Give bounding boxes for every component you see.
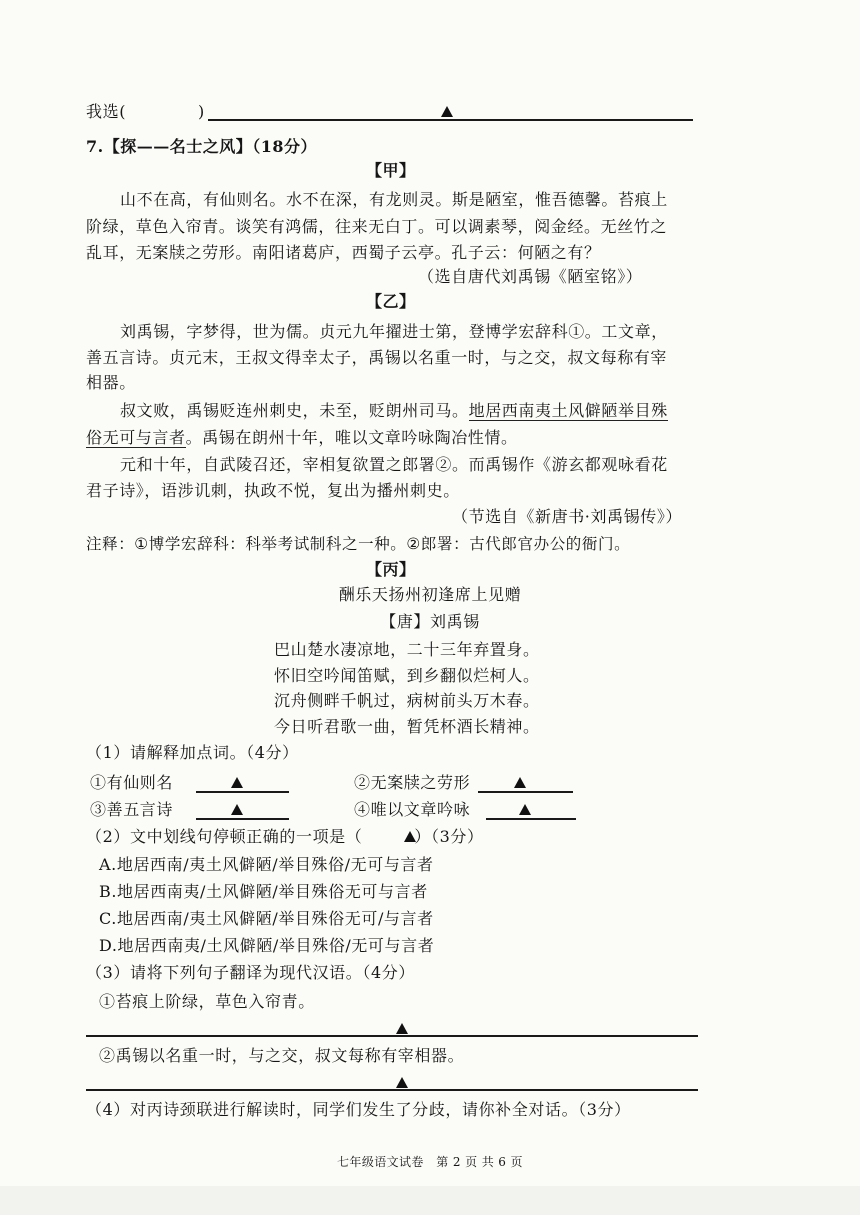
jia-line-2: 阶绿，草色入帘青。谈笑有鸿儒，往来无白丁。可以调素琴，阅金经。无丝竹之 <box>86 217 668 236</box>
answer-triangle-icon <box>231 777 243 788</box>
sub2-option-a[interactable]: A.地居西南/夷土风僻陋/举目殊俗/无可与言者 <box>99 855 434 874</box>
choice-close: ) <box>198 102 205 121</box>
answer-triangle-icon <box>231 804 243 815</box>
sub2-title: （2）文中划线句停顿正确的一项是（ ）（3分） <box>86 827 484 846</box>
underlined-sentence-part-1: 地居西南夷土风僻陋举目殊 <box>468 401 668 420</box>
jia-source: （选自唐代刘禹锡《陋室铭》） <box>418 267 643 286</box>
answer-triangle-icon <box>396 1023 408 1034</box>
yi-p2-line-2: 俗无可与言者。禹锡在朗州十年，唯以文章吟咏陶冶性情。 <box>86 428 518 447</box>
yi-p1-line-1: 刘禹锡，字梦得，世为儒。贞元九年擢进士第，登博学宏辞科①。工文章， <box>120 322 668 341</box>
sub1-answer-line-3[interactable] <box>196 818 289 820</box>
poem-author: 【唐】刘禹锡 <box>380 612 480 631</box>
section-yi-label: 【乙】 <box>366 292 416 311</box>
question-7-title: 7.【探——名士之风】（18分） <box>86 137 317 156</box>
poem-line-3: 沉舟侧畔千帆过，病树前头万木春。 <box>274 691 540 710</box>
yi-p2-line-1: 叔文败，禹锡贬连州刺史，未至，贬朗州司马。地居西南夷土风僻陋举目殊 <box>120 401 668 420</box>
jia-line-1: 山不在高，有仙则名。水不在深，有龙则灵。斯是陋室，惟吾德馨。苔痕上 <box>120 190 668 209</box>
sub1-answer-line-1[interactable] <box>196 791 289 793</box>
sub1-item-4: ④唯以文章吟咏 <box>354 800 471 819</box>
poem-line-2: 怀旧空吟闻笛赋，到乡翻似烂柯人。 <box>274 666 540 685</box>
yi-p1-line-3: 相器。 <box>86 373 136 392</box>
sub2-option-b[interactable]: B.地居西南夷/土风僻陋/举目殊俗无可与言者 <box>99 882 428 901</box>
sub1-item-2: ②无案牍之劳形 <box>354 773 471 792</box>
sub3-answer-line-1[interactable] <box>86 1035 698 1037</box>
yi-p3-line-2: 君子诗》，语涉讥刺，执政不悦，复出为播州刺史。 <box>86 481 460 500</box>
sub4-title: （4）对丙诗颈联进行解读时，同学们发生了分歧，请你补全对话。（3分） <box>86 1100 631 1119</box>
yi-p3-line-1: 元和十年，自武陵召还，宰相复欲置之郎署②。而禹锡作《游玄都观咏看花 <box>120 455 668 474</box>
answer-triangle-icon <box>514 777 526 788</box>
sub1-item-1: ①有仙则名 <box>90 773 174 792</box>
poem-line-1: 巴山楚水凄凉地，二十三年弃置身。 <box>274 640 540 659</box>
jia-line-3: 乱耳，无案牍之劳形。南阳诸葛庐，西蜀子云亭。孔子云：何陋之有？ <box>86 243 601 262</box>
sub1-answer-line-4[interactable] <box>486 818 576 820</box>
sub1-answer-line-2[interactable] <box>478 791 573 793</box>
yi-p1-line-2: 善五言诗。贞元末，王叔文得幸太子，禹锡以名重一时，与之交，叔文每称有宰 <box>86 348 668 367</box>
answer-triangle-icon <box>404 831 416 842</box>
answer-line[interactable] <box>208 119 693 121</box>
scan-bottom-edge <box>0 1186 860 1215</box>
section-jia-label: 【甲】 <box>366 161 416 180</box>
sub2-option-d[interactable]: D.地居西南夷/土风僻陋/举目殊俗/无可与言者 <box>99 936 435 955</box>
answer-triangle-icon <box>396 1077 408 1088</box>
sub3-answer-line-2[interactable] <box>86 1089 698 1091</box>
page-footer: 七年级语文试卷 第 2 页 共 6 页 <box>337 1155 523 1169</box>
sub1-title: （1）请解释加点词。（4分） <box>86 743 299 762</box>
yi-source: （节选自《新唐书·刘禹锡传》） <box>452 507 683 526</box>
poem-line-4: 今日听君歌一曲，暂凭杯酒长精神。 <box>274 717 540 736</box>
sub3-sentence-1: ①苔痕上阶绿，草色入帘青。 <box>99 992 315 1011</box>
section-bing-label: 【丙】 <box>366 560 416 579</box>
underlined-sentence-part-2: 俗无可与言者 <box>86 428 186 447</box>
answer-triangle-icon <box>519 804 531 815</box>
sub3-title: （3）请将下列句子翻译为现代汉语。（4分） <box>86 963 415 982</box>
sub3-sentence-2: ②禹锡以名重一时，与之交，叔文每称有宰相器。 <box>99 1046 465 1065</box>
yi-note: 注释：①博学宏辞科：科举考试制科之一种。②郎署：古代郎官办公的衙门。 <box>86 535 631 553</box>
choice-label: 我选( <box>86 102 127 121</box>
sub2-option-c[interactable]: C.地居西南/夷土风僻陋/举目殊俗无可/与言者 <box>99 909 434 928</box>
poem-title: 酬乐天扬州初逢席上见赠 <box>338 585 522 604</box>
sub1-item-3: ③善五言诗 <box>90 800 174 819</box>
answer-triangle-icon <box>441 106 453 117</box>
